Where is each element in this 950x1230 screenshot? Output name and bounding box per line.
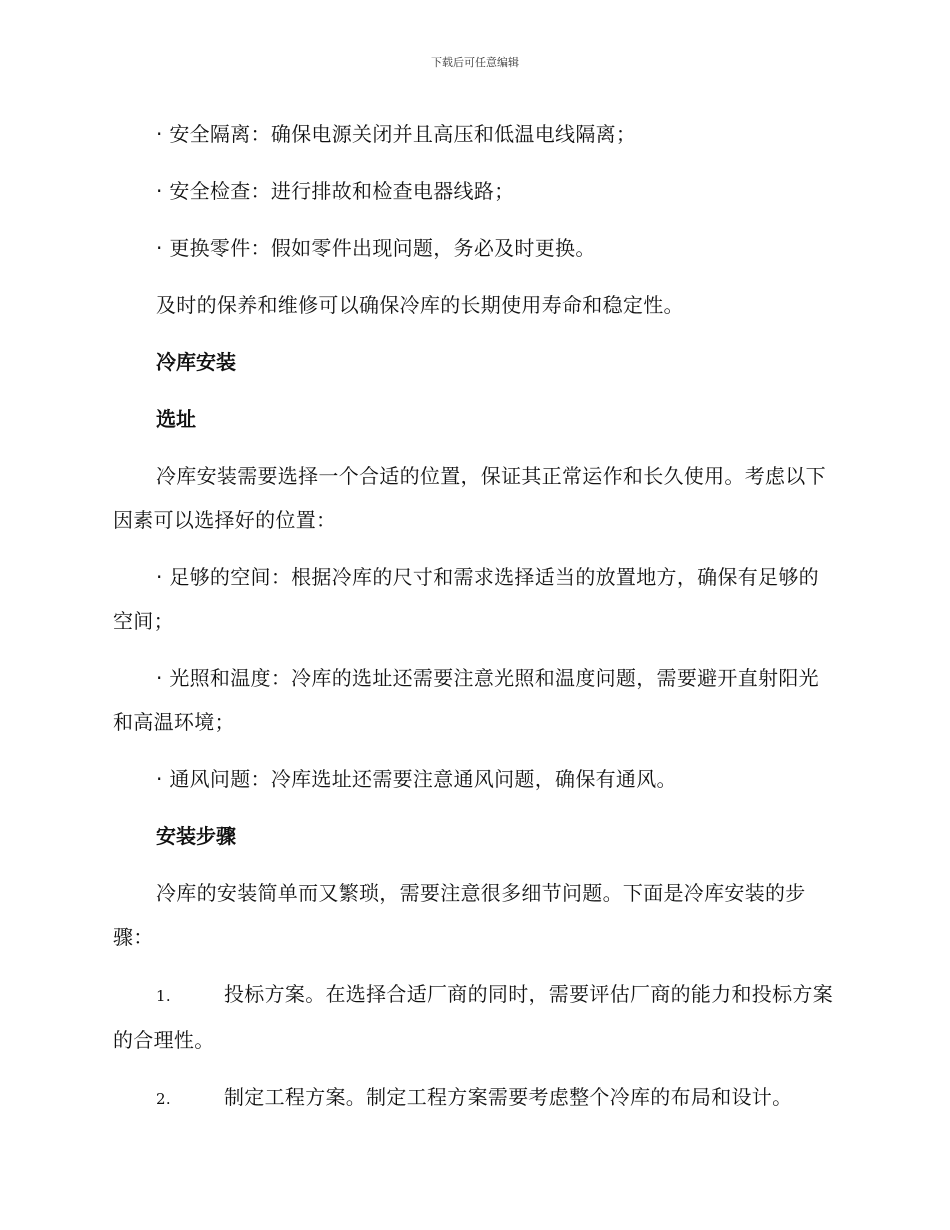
header-note: 下载后可任意编辑 <box>431 56 519 69</box>
numbered-item-engineering-plan <box>113 1075 835 1121</box>
section-heading-installation: 冷库安装 <box>156 350 236 374</box>
list-number: 2. <box>156 1090 171 1108</box>
paragraph-install-steps-intro: 冷库的安装简单而又繁琐，需要注意很多细节问题。下面是冷库安装的步骤： <box>113 881 806 949</box>
bullet-light-temperature: · 光照和温度：冷库的选址还需要注意光照和温度问题，需要避开直射阳光和高温环境； <box>113 666 819 734</box>
list-item-text: 投标方案。在选择合适厂商的同时，需要评估厂商的能力和投标方案的合理性。 <box>113 982 833 1052</box>
document-body <box>113 112 835 1134</box>
numbered-item-bidding <box>113 972 835 1062</box>
bullet-ventilation: · 通风问题：冷库选址还需要注意通风问题，确保有通风。 <box>156 767 677 791</box>
bullet-safety-isolation: · 安全隔离：确保电源关闭并且高压和低温电线隔离； <box>156 122 637 146</box>
list-item-text: 制定工程方案。制定工程方案需要考虑整个冷库的布局和设计。 <box>224 1085 793 1109</box>
bullet-safety-check: · 安全检查：进行排故和检查电器线路； <box>156 179 515 203</box>
paragraph-site-selection-intro: 冷库安装需要选择一个合适的位置，保证其正常运作和长久使用。考虑以下因素可以选择好的位置： <box>113 464 826 532</box>
paragraph-maintenance-summary: 及时的保养和维修可以确保冷库的长期使用寿命和稳定性。 <box>156 293 684 317</box>
list-number: 1. <box>156 987 171 1005</box>
subsection-heading-site-selection: 选址 <box>156 407 196 431</box>
subsection-heading-install-steps: 安装步骤 <box>156 824 236 848</box>
bullet-replace-parts: · 更换零件：假如零件出现问题，务必及时更换。 <box>156 236 596 260</box>
bullet-enough-space: · 足够的空间：根据冷库的尺寸和需求选择适当的放置地方，确保有足够的空间； <box>113 565 819 633</box>
